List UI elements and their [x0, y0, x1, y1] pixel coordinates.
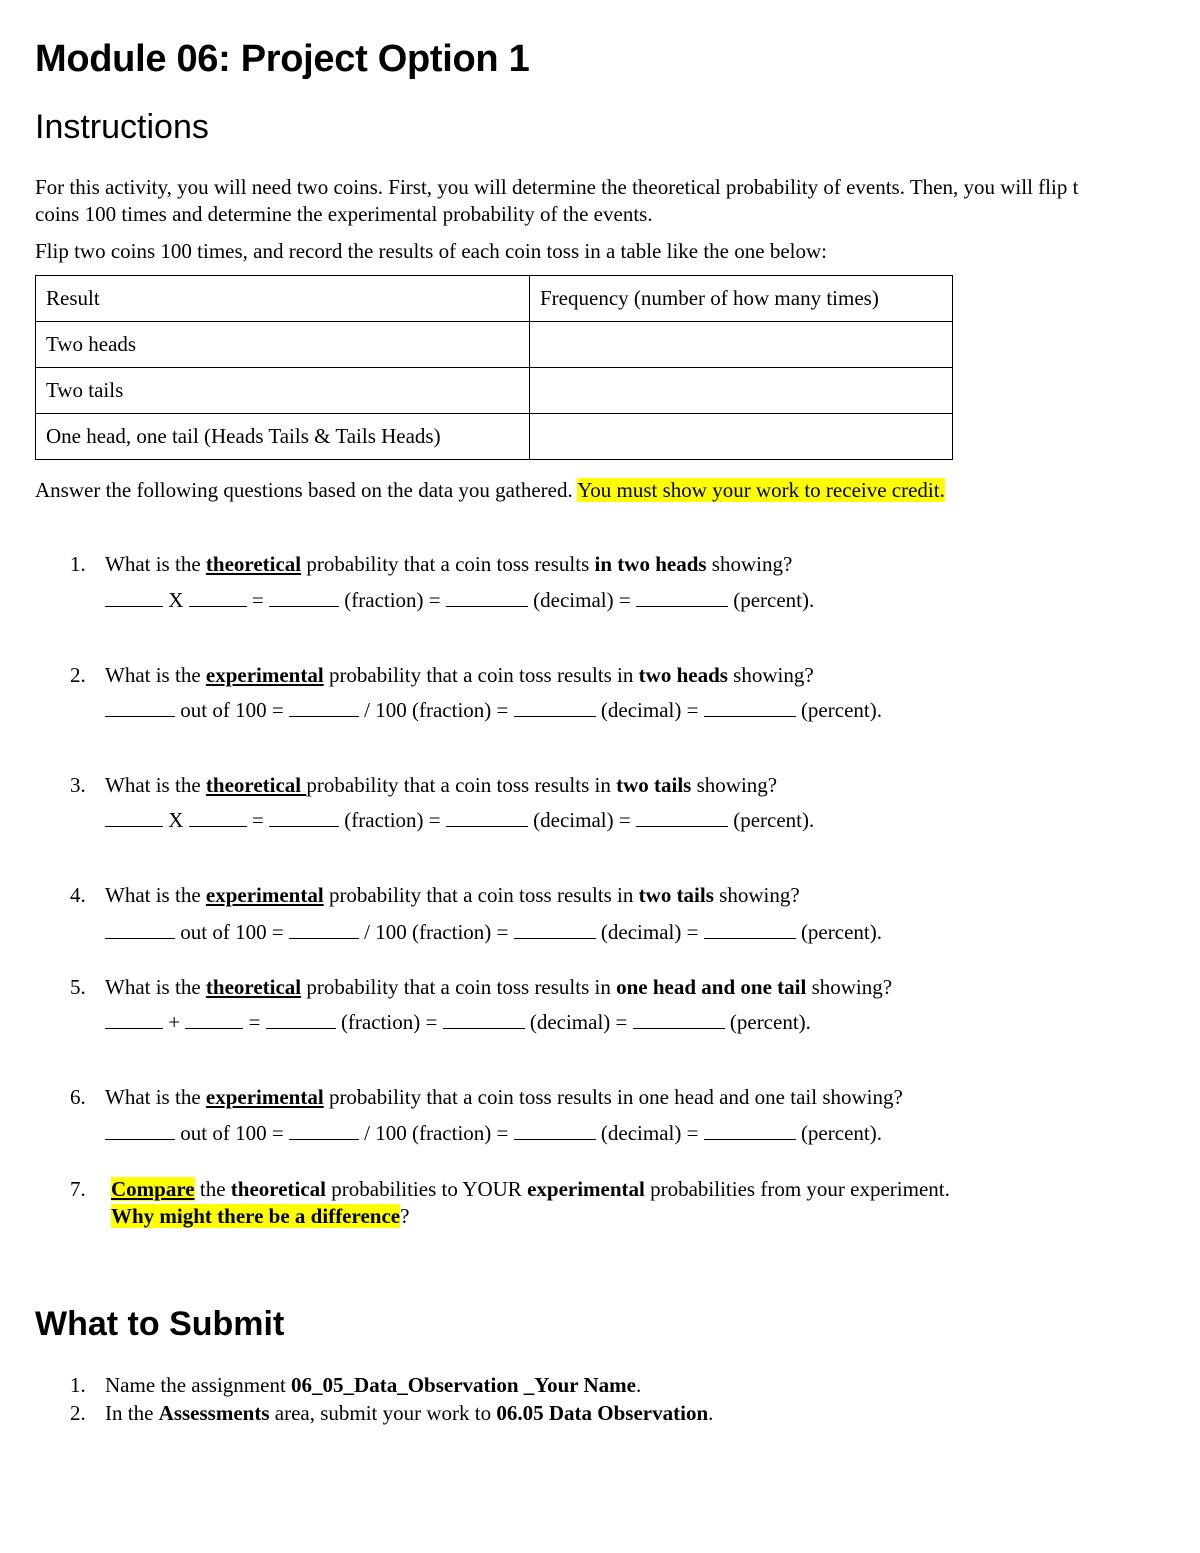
- answer-blank[interactable]: [704, 1121, 796, 1140]
- table-cell-result: One head, one tail (Heads Tails & Tails Heads): [36, 414, 530, 460]
- question-text: What is the experimental probability that a coin toss results in two heads showing?: [105, 663, 814, 687]
- answer-blank[interactable]: [105, 588, 163, 607]
- table-cell-frequency[interactable]: [530, 368, 953, 414]
- question-text: What is the experimental probability that a coin toss results in one head and one tail showing?: [105, 1085, 903, 1109]
- table-cell-result: Two heads: [36, 322, 530, 368]
- table-row: [36, 414, 953, 460]
- instructions-heading: Instructions: [35, 108, 209, 146]
- answer-blank[interactable]: [514, 920, 596, 939]
- answer-instruction-text: Answer the following questions based on the data you gathered.: [35, 478, 573, 502]
- answer-blank[interactable]: [185, 1010, 243, 1029]
- question-number: 2.: [70, 663, 86, 687]
- answer-line-1: X = (fraction) = (decimal) = (percent).: [105, 588, 814, 613]
- answer-blank[interactable]: [105, 698, 175, 717]
- answer-line-5: + = (fraction) = (decimal) = (percent).: [105, 1010, 811, 1035]
- table-cell-frequency[interactable]: [530, 322, 953, 368]
- answer-blank[interactable]: [189, 588, 247, 607]
- table-header-row: [36, 276, 953, 322]
- answer-blank[interactable]: [514, 1121, 596, 1140]
- answer-blank[interactable]: [446, 808, 528, 827]
- answer-blank[interactable]: [446, 588, 528, 607]
- question-text: Compare the theoretical probabilities to YOUR experimental probabilities from your experiment.: [111, 1177, 950, 1201]
- table-cell-result: Two tails: [36, 368, 530, 414]
- answer-blank[interactable]: [269, 808, 339, 827]
- question-number: 7.: [70, 1177, 86, 1201]
- frequency-table: [35, 275, 953, 460]
- question-number: 6.: [70, 1085, 86, 1109]
- answer-blank[interactable]: [636, 588, 728, 607]
- intro-line-2: coins 100 times and determine the experimental probability of the events.: [35, 202, 653, 226]
- answer-line-3: X = (fraction) = (decimal) = (percent).: [105, 808, 814, 833]
- flip-instruction: Flip two coins 100 times, and record the results of each coin toss in a table like the one below:: [35, 239, 827, 263]
- answer-line-4: out of 100 = / 100 (fraction) = (decimal) = (percent).: [105, 920, 882, 945]
- answer-blank[interactable]: [105, 1010, 163, 1029]
- page-title: Module 06: Project Option 1: [35, 38, 530, 80]
- answer-blank[interactable]: [704, 698, 796, 717]
- table-row: [36, 322, 953, 368]
- answer-blank[interactable]: [514, 698, 596, 717]
- question-number: 1.: [70, 552, 86, 576]
- question-number: 3.: [70, 773, 86, 797]
- show-work-highlight: You must show your work to receive credit.: [577, 478, 945, 502]
- answer-blank[interactable]: [266, 1010, 336, 1029]
- answer-blank[interactable]: [289, 1121, 359, 1140]
- answer-blank[interactable]: [105, 808, 163, 827]
- answer-blank[interactable]: [289, 698, 359, 717]
- table-header-result: Result: [36, 276, 530, 322]
- answer-line-2: out of 100 = / 100 (fraction) = (decimal) = (percent).: [105, 698, 882, 723]
- question-7-followup: Why might there be a difference?: [111, 1204, 410, 1228]
- question-number: 4.: [70, 883, 86, 907]
- answer-blank[interactable]: [636, 808, 728, 827]
- question-text: What is the theoretical probability that a coin toss results in one head and one tail showing?: [105, 975, 893, 999]
- question-text: What is the experimental probability that a coin toss results in two tails showing?: [105, 883, 800, 907]
- question-text: What is the theoretical probability that a coin toss results in two heads showing?: [105, 552, 793, 576]
- answer-blank[interactable]: [269, 588, 339, 607]
- difference-highlight: Why might there be a difference: [111, 1204, 401, 1228]
- answer-blank[interactable]: [189, 808, 247, 827]
- table-cell-frequency[interactable]: [530, 414, 953, 460]
- answer-blank[interactable]: [633, 1010, 725, 1029]
- answer-line-6: out of 100 = / 100 (fraction) = (decimal) = (percent).: [105, 1121, 882, 1146]
- submit-heading: What to Submit: [35, 1305, 285, 1343]
- question-text: What is the theoretical probability that a coin toss results in two tails showing?: [105, 773, 778, 797]
- answer-blank[interactable]: [704, 920, 796, 939]
- answer-instruction: [35, 477, 945, 504]
- intro-line-1: For this activity, you will need two coins. First, you will determine the theoretical probability of events. Then, you will flip t: [35, 175, 1079, 199]
- answer-blank[interactable]: [289, 920, 359, 939]
- question-number: 5.: [70, 975, 86, 999]
- table-row: [36, 368, 953, 414]
- answer-blank[interactable]: [443, 1010, 525, 1029]
- answer-blank[interactable]: [105, 1121, 175, 1140]
- answer-blank[interactable]: [105, 920, 175, 939]
- table-header-frequency: Frequency (number of how many times): [530, 276, 953, 322]
